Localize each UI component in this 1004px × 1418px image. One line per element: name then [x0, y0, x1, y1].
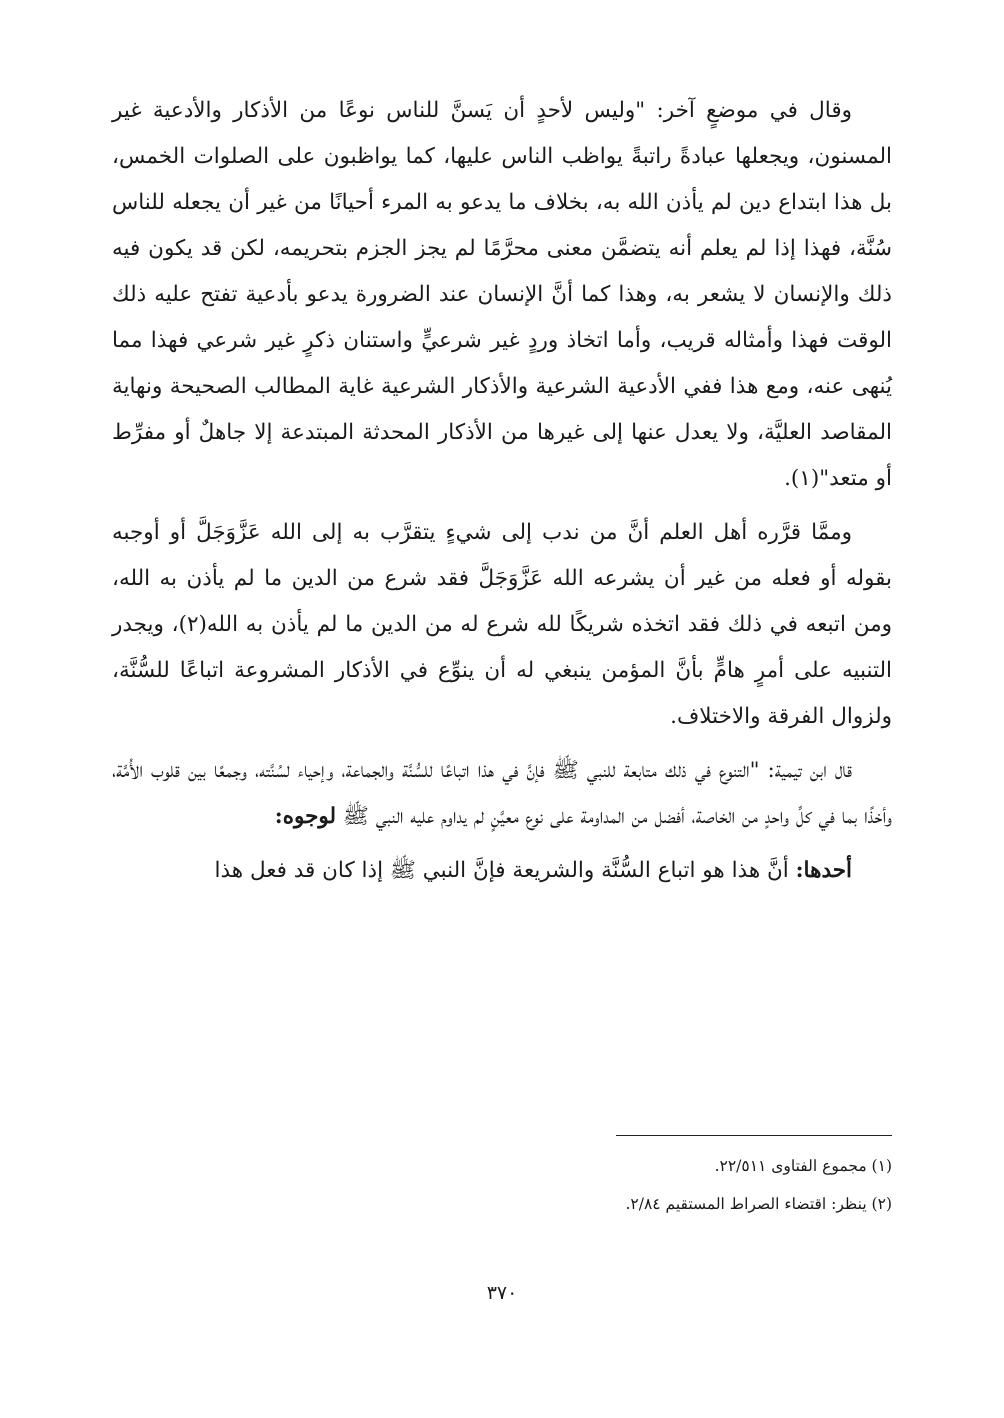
paragraph-4 [112, 848, 892, 894]
paragraph-4-text: أنَّ هذا هو اتباع السُّنَّة والشريعة فإنَّ النبي ﷺ إذا كان قد فعل هذا [214, 858, 789, 883]
main-text [112, 88, 892, 894]
footnote-1: (١) مجموع الفتاوى ٢٢/٥١١. [714, 1157, 892, 1175]
paragraph-2 [112, 510, 892, 740]
paragraph-3 [112, 748, 892, 840]
paragraph-2-text: وممَّا قرَّره أهل العلم أنَّ من ندب إلى شيءٍ يتقرَّب به إلى الله عَزَّوَجَلَّ أو أوجبه بقوله أو فعله من غير أن يشرعه الله عَزَّوَجَلَّ فقد شرع من الدين ما لم يأذن به الله، ومن اتبعه في ذلك فقد اتخذه شريكًا لله شرع له من الدين ما لم يأذن به الله(٢)، ويجدر التنبيه على أمرٍ هامٍّ بأنَّ المؤمن ينبغي له أن ينوِّع في الأذكار المشروعة اتباعًا للسُّنَّة، ولزوال الفرقة والاختلاف. [112, 520, 892, 729]
page-number: ٣٧٠ [486, 1282, 518, 1304]
paragraph-1-text: وقال في موضعٍ آخر: "وليس لأحدٍ أن يَسنَّ للناس نوعًا من الأذكار والأدعية غير المسنون، ويجعلها عبادةً راتبةً يواظب الناس عليها، كما يواظبون على الصلوات الخمس، بل هذا ابتداع دين لم يأذن الله به، بخلاف ما يدعو به المرء أحيانًا من غير أن يجعله للناس سُنَّة، فهذا إذا لم يعلم أنه يتضمَّن معنى محرَّمًا لم يجز الجزم بتحريمه، لكن قد يكون فيه ذلك والإنسان لا يشعر به، وهذا كما أنَّ الإنسان عند الضرورة يدعو بأدعية تفتح عليه ذلك الوقت فهذا وأمثاله قريب، وأما اتخاذ وردٍ غير شرعيٍّ واستنان ذكرٍ غير شرعي فهذا مما يُنهى عنه، ومع هذا ففي الأدعية الشرعية والأذكار الشرعية غاية المطالب الصحيحة ونهاية المقاصد العليَّة، ولا يعدل عنها إلى غيرها من الأذكار المحدثة المبتدعة إلا جاهلٌ أو مفرِّط أو متعد"(١). [112, 98, 892, 491]
paragraph-1 [112, 88, 892, 502]
footnotes [112, 1150, 892, 1220]
footnote-divider [616, 1135, 892, 1136]
footnote-2: (٢) ينظر: اقتضاء الصراط المستقيم ٢/٨٤. [625, 1195, 892, 1213]
paragraph-3-text: قال ابن تيمية: "التنوع في ذلك متابعة للنبي ﷺ فإنَّ في هذا اتباعًا للسُّنَّة والجماعة، وإحياء لسُنَّته، وجمعًا بين قلوب الأُمَّة، وأخذًا بما في كلِّ واحدٍ من الخاصة، أفضل من المداومة على نوع معيَّنٍ لم يداوم عليه النبي ﷺ [112, 758, 892, 829]
paragraph-3-bold-tail: لوجوه: [274, 804, 337, 829]
paragraph-4-bold-head: أحدها: [795, 858, 852, 883]
